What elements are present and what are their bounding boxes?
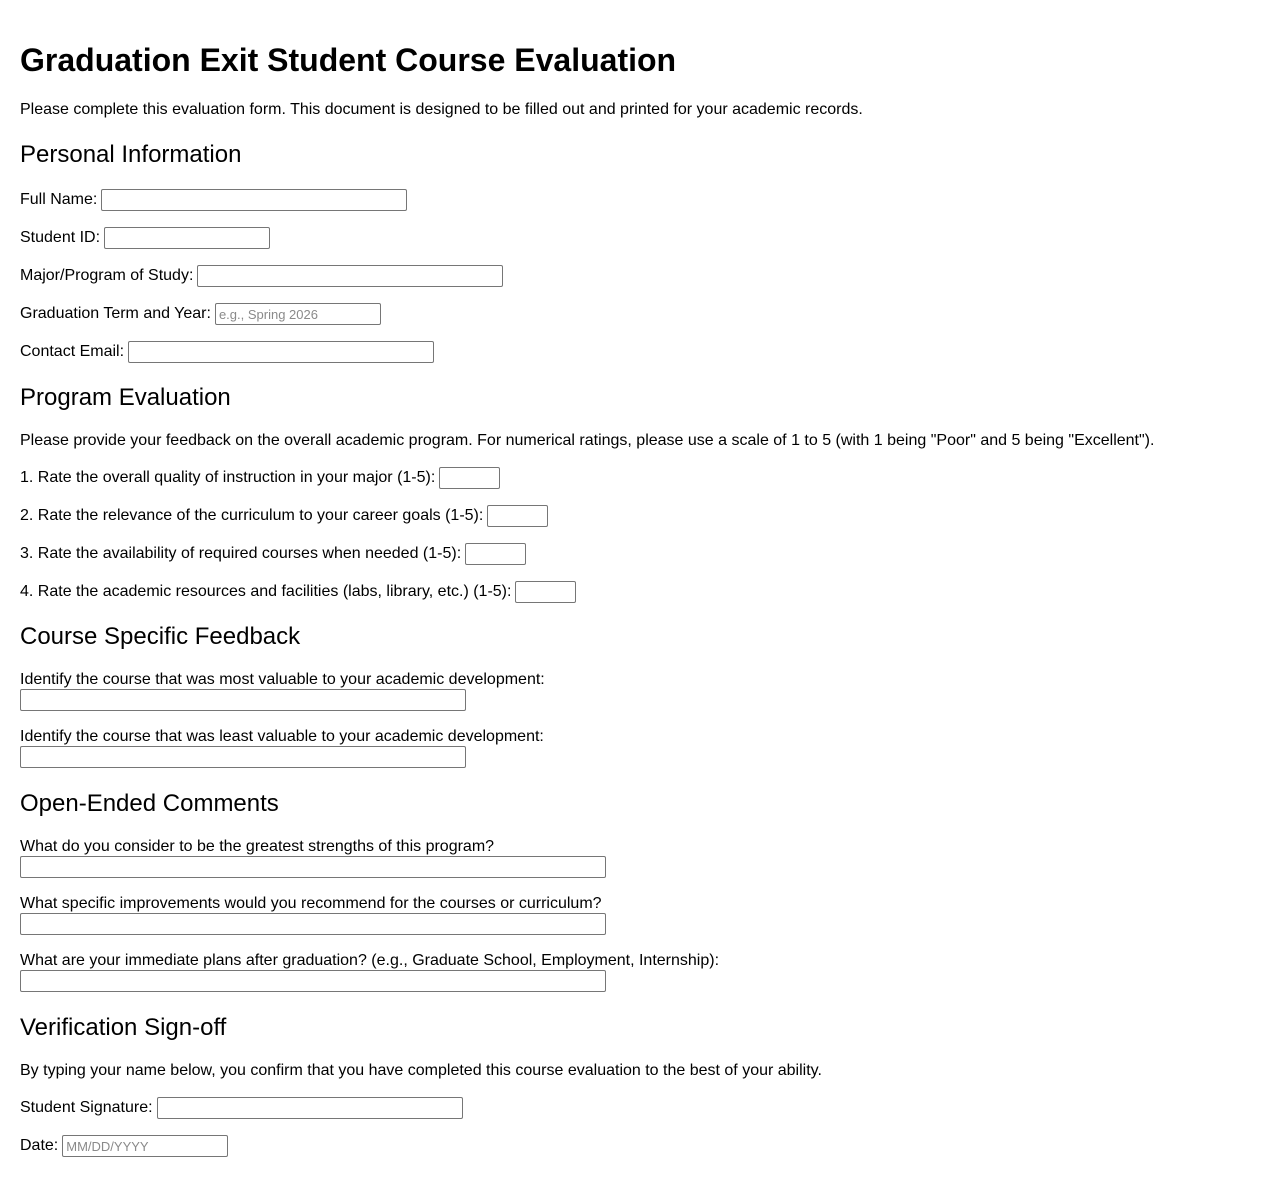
plans-field [20, 952, 719, 992]
least-valuable-course-field [20, 728, 544, 768]
least-valuable-course-label: Identify the course that was least valuable to your academic development: [20, 728, 544, 745]
section-heading-course: Course Specific Feedback [20, 623, 301, 650]
improvements-input[interactable] [20, 913, 606, 935]
most-valuable-course-input[interactable] [20, 689, 466, 711]
strengths-field [20, 838, 606, 878]
rating-row-instruction [20, 467, 500, 489]
improvements-field [20, 895, 606, 935]
graduation-term-label: Graduation Term and Year: [20, 305, 211, 322]
section-heading-comments: Open-Ended Comments [20, 790, 279, 817]
contact-email-input[interactable] [128, 341, 434, 363]
program-instructions: Please provide your feedback on the overall academic program. For numerical ratings, please use a scale of 1 to 5 (with 1 being "Poor" and 5 being "Excellent"). [20, 432, 1155, 449]
date-label: Date: [20, 1137, 59, 1154]
rating-label-availability: 3. Rate the availability of required courses when needed (1-5): [20, 545, 462, 562]
rating-row-curriculum [20, 505, 548, 527]
rating-input-resources[interactable] [515, 581, 576, 603]
rating-row-resources [20, 581, 576, 603]
date-input[interactable] [62, 1135, 228, 1157]
rating-input-availability[interactable] [465, 543, 526, 565]
intro-text: Please complete this evaluation form. This document is designed to be filled out and printed for your academic records. [20, 101, 863, 118]
student-id-input[interactable] [104, 227, 270, 249]
signoff-statement: By typing your name below, you confirm that you have completed this course evaluation to the best of your ability. [20, 1062, 822, 1079]
rating-input-instruction[interactable] [439, 467, 500, 489]
full-name-row [20, 189, 407, 211]
strengths-label: What do you consider to be the greatest strengths of this program? [20, 838, 495, 855]
graduation-term-input[interactable] [215, 303, 381, 325]
rating-input-curriculum[interactable] [487, 505, 548, 527]
rating-row-availability [20, 543, 526, 565]
rating-label-curriculum: 2. Rate the relevance of the curriculum to your career goals (1-5): [20, 507, 484, 524]
plans-label: What are your immediate plans after graduation? (e.g., Graduate School, Employment, Internship): [20, 952, 720, 969]
major-input[interactable] [197, 265, 503, 287]
most-valuable-course-field [20, 671, 545, 711]
contact-email-label: Contact Email: [20, 343, 125, 360]
contact-email-row [20, 341, 434, 363]
least-valuable-course-input[interactable] [20, 746, 466, 768]
section-heading-signoff: Verification Sign-off [20, 1014, 227, 1041]
signature-label: Student Signature: [20, 1099, 153, 1116]
section-heading-personal: Personal Information [20, 141, 242, 168]
page-title: Graduation Exit Student Course Evaluation [20, 42, 677, 78]
rating-label-resources: 4. Rate the academic resources and facilities (labs, library, etc.) (1-5): [20, 583, 512, 600]
most-valuable-course-label: Identify the course that was most valuable to your academic development: [20, 671, 545, 688]
signature-input[interactable] [157, 1097, 463, 1119]
plans-input[interactable] [20, 970, 606, 992]
full-name-input[interactable] [101, 189, 407, 211]
major-label: Major/Program of Study: [20, 267, 194, 284]
signature-row [20, 1097, 463, 1119]
student-id-label: Student ID: [20, 229, 101, 246]
graduation-term-row [20, 303, 381, 325]
strengths-input[interactable] [20, 856, 606, 878]
rating-label-instruction: 1. Rate the overall quality of instruction in your major (1-5): [20, 469, 436, 486]
date-row [20, 1135, 228, 1157]
major-row [20, 265, 503, 287]
student-id-row [20, 227, 270, 249]
section-heading-program: Program Evaluation [20, 384, 231, 411]
improvements-label: What specific improvements would you recommend for the courses or curriculum? [20, 895, 602, 912]
full-name-label: Full Name: [20, 191, 98, 208]
